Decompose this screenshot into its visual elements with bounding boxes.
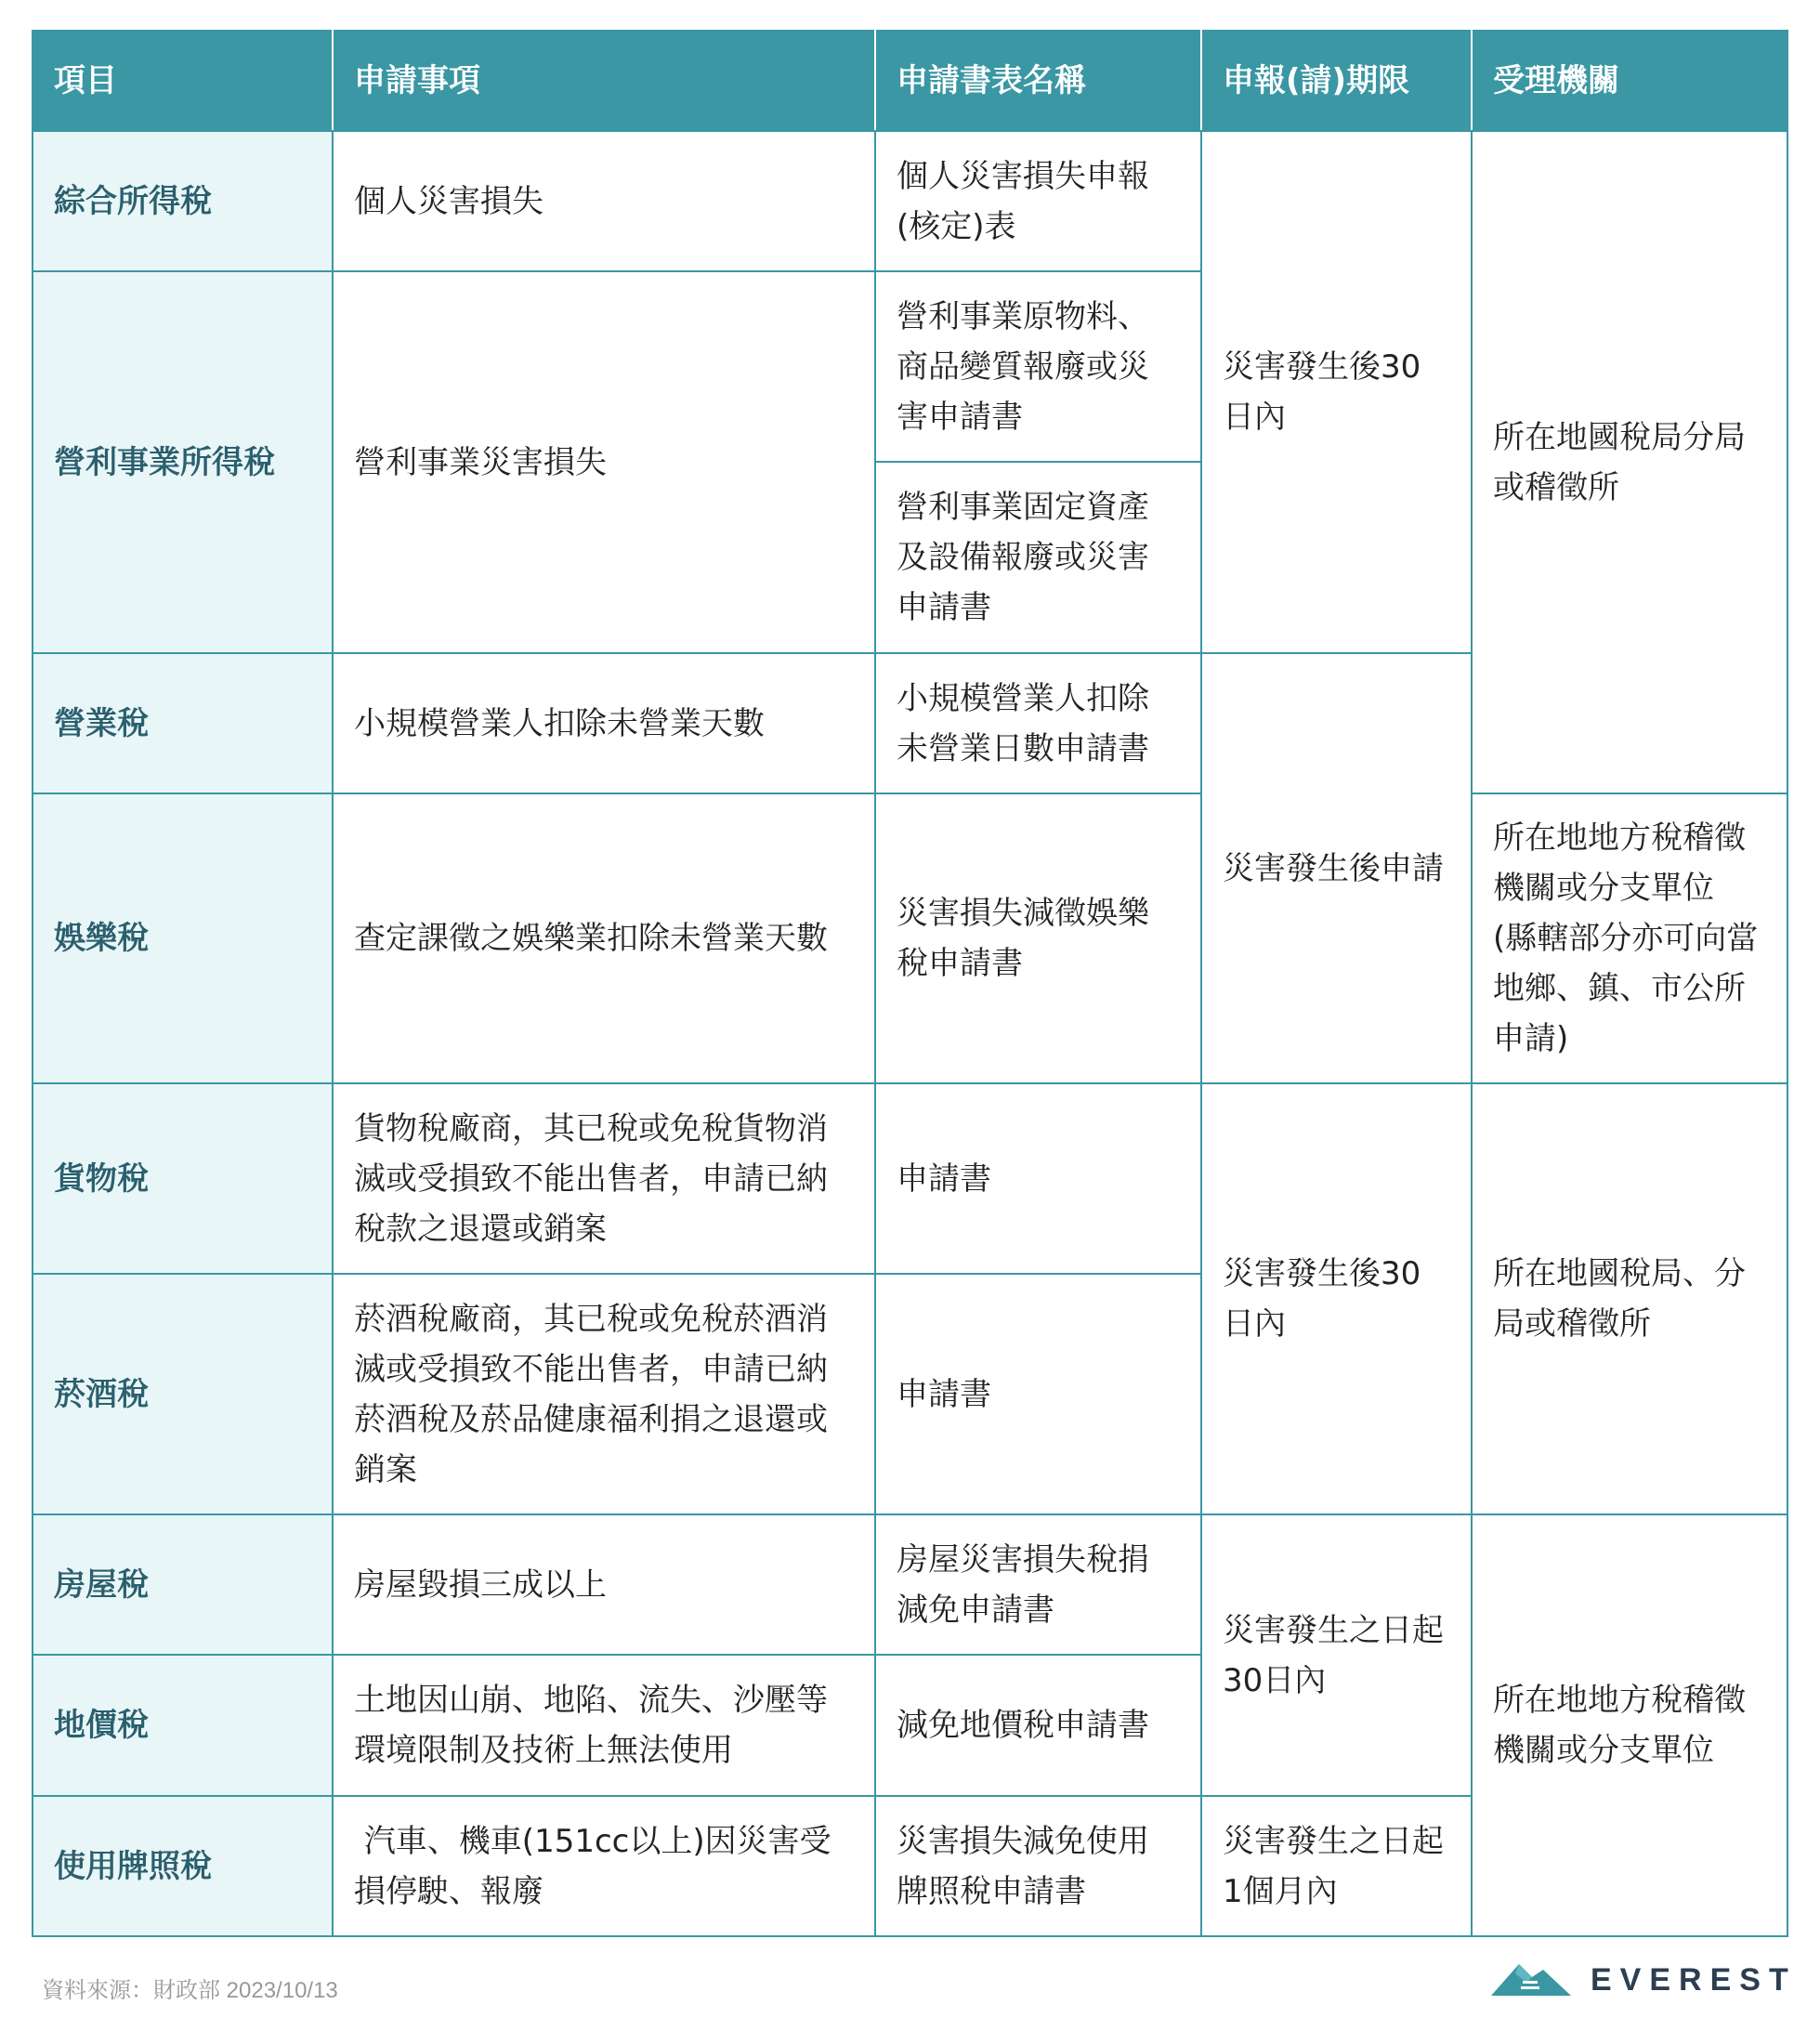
table-row (33, 793, 1787, 1083)
header-agency: 受理機關 (1472, 31, 1787, 131)
header-deadline: 申報(請)期限 (1201, 31, 1472, 131)
table-row (33, 1514, 1787, 1655)
tax-item-cell: 菸酒稅 (33, 1274, 333, 1514)
matter-cell: 小規模營業人扣除未營業天數 (333, 653, 875, 793)
deadline-cell: 災害發生之日起 30日內 (1201, 1514, 1472, 1796)
matter-cell: 汽車、機車(151cc以上)因災害受 損停駛、報廢 (333, 1796, 875, 1936)
tax-item-cell: 使用牌照稅 (33, 1796, 333, 1936)
matter-cell: 營利事業災害損失 (333, 271, 875, 653)
mountain-icon (1491, 1960, 1571, 1998)
deadline-cell: 災害發生後30 日內 (1201, 1083, 1472, 1514)
form-cell: 減免地價稅申請書 (875, 1655, 1201, 1796)
agency-cell: 所在地地方稅稽徵 機關或分支單位 (1472, 1514, 1787, 1936)
matter-cell: 土地因山崩、地陷、流失、沙壓等 環境限制及技術上無法使用 (333, 1655, 875, 1796)
form-cell: 申請書 (875, 1274, 1201, 1514)
deadline-cell: 災害發生後30 日內 (1201, 131, 1472, 653)
deadline-cell: 災害發生之日起 1個月內 (1201, 1796, 1472, 1936)
form-cell: 申請書 (875, 1083, 1201, 1274)
form-cell: 營利事業固定資產 及設備報廢或災害 申請書 (875, 462, 1201, 653)
form-cell: 災害損失減免使用 牌照稅申請書 (875, 1796, 1201, 1936)
matter-cell: 查定課徵之娛樂業扣除未營業天數 (333, 793, 875, 1083)
source-note: 資料來源：財政部 2023/10/13 (42, 1978, 338, 2003)
tax-item-cell: 地價稅 (33, 1655, 333, 1796)
table-row (33, 131, 1787, 271)
tax-relief-table (32, 30, 1788, 1937)
form-cell: 小規模營業人扣除 未營業日數申請書 (875, 653, 1201, 793)
tax-item-cell: 房屋稅 (33, 1514, 333, 1655)
matter-cell: 貨物稅廠商，其已稅或免稅貨物消 滅或受損致不能出售者，申請已納 稅款之退還或銷案 (333, 1083, 875, 1274)
form-cell: 災害損失減徵娛樂 稅申請書 (875, 793, 1201, 1083)
matter-cell: 菸酒稅廠商，其已稅或免稅菸酒消 滅或受損致不能出售者，申請已納 菸酒稅及菸品健康福利捐之退還或 銷案 (333, 1274, 875, 1514)
deadline-cell: 災害發生後申請 (1201, 653, 1472, 1083)
tax-item-cell: 營利事業所得稅 (33, 271, 333, 653)
tax-item-cell: 綜合所得稅 (33, 131, 333, 271)
matter-cell: 個人災害損失 (333, 131, 875, 271)
form-cell: 個人災害損失申報 (核定)表 (875, 131, 1201, 271)
form-cell: 營利事業原物料、 商品變質報廢或災 害申請書 (875, 271, 1201, 462)
table-row (33, 1083, 1787, 1274)
agency-cell: 所在地地方稅稽徵 機關或分支單位 (縣轄部分亦可向當 地鄉、鎮、市公所 申請) (1472, 793, 1787, 1083)
table-header-row (33, 31, 1787, 131)
header-form: 申請書表名稱 (875, 31, 1201, 131)
everest-logo (1491, 1959, 1797, 2005)
matter-cell: 房屋毀損三成以上 (333, 1514, 875, 1655)
header-item: 項目 (33, 31, 333, 131)
logo-text: EVEREST (1591, 1962, 1797, 1998)
agency-cell: 所在地國稅局、分 局或稽徵所 (1472, 1083, 1787, 1514)
tax-item-cell: 娛樂稅 (33, 793, 333, 1083)
header-matter: 申請事項 (333, 31, 875, 131)
tax-item-cell: 營業稅 (33, 653, 333, 793)
tax-item-cell: 貨物稅 (33, 1083, 333, 1274)
form-cell: 房屋災害損失稅捐 減免申請書 (875, 1514, 1201, 1655)
agency-cell: 所在地國稅局分局 或稽徵所 (1472, 131, 1787, 793)
